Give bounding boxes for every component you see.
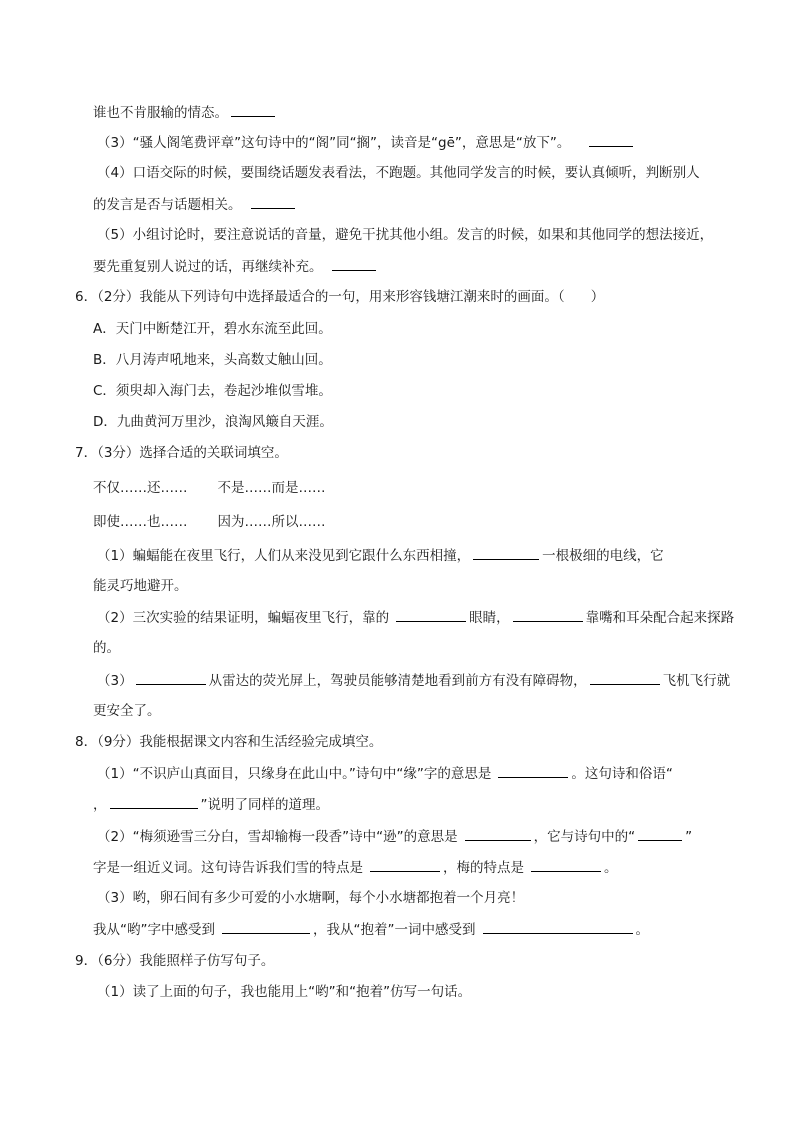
q8-item3-cont: 我从“哟”字中感受到 ，我从“抱着”一词中感受到 。 — [93, 919, 734, 940]
q6-stem: 6．（2分）我能从下列诗句中选择最适合的一句，用来形容钱塘江潮来时的画面。（ ） — [75, 289, 605, 305]
q8-item2: （2）“梅须逊雪三分白，雪却输梅一段香”诗中“逊”的意思是 ，它与诗句中的“ ” — [97, 826, 734, 847]
answer-blank[interactable] — [483, 919, 633, 934]
q5-item5: （5）小组讨论时，要注意说话的音量，避免干扰其他小组。发言的时候，如果和其他同学的想法接近， — [97, 227, 714, 243]
q8-item3: （3）哟，卵石间有多少可爱的小水塘啊，每个小水塘都抱着一个月亮！ — [97, 890, 525, 906]
answer-blank[interactable] — [498, 763, 568, 778]
answer-blank[interactable] — [332, 256, 376, 271]
q7-word-row1 — [93, 478, 734, 498]
answer-blank[interactable] — [136, 670, 206, 685]
q5-item3: （3）“骚人阁笔费评章”这句诗中的“阁”同“搁”，读音是“gē”，意思是“放下”。 — [97, 132, 734, 153]
answer-blank[interactable] — [589, 132, 633, 147]
answer-blank[interactable] — [222, 919, 310, 934]
q5-item2-cont: 谁也不肯服输的情态。 — [93, 102, 734, 123]
q7-stem: 7．（3分）选择合适的关联词填空。 — [75, 445, 288, 461]
answer-blank[interactable] — [638, 826, 682, 841]
q5-item4: （4）口语交际的时候，要围绕话题发表看法，不跑题。其他同学发言的时候，要认真倾听，判断别人 — [97, 165, 700, 181]
q5-item5-cont: 要先重复别人说过的话，再继续补充。 — [93, 256, 734, 277]
q7-item3: （3） 从雷达的荧光屏上，驾驶员能够清楚地看到前方有没有障碍物， 飞机飞行就 — [97, 670, 734, 691]
q7-item3-cont: 更安全了。 — [93, 703, 161, 719]
answer-blank[interactable] — [251, 194, 295, 209]
q9-item1: （1）读了上面的句子，我也能用上“哟”和“抱着”仿写一句话。 — [97, 984, 472, 1000]
word-option: 即使……也…… — [93, 514, 188, 530]
word-option: 因为……所以…… — [217, 514, 326, 530]
answer-blank[interactable] — [231, 102, 275, 117]
q6-option-b[interactable]: B．八月涛声吼地来，头高数丈触山回。 — [93, 352, 332, 368]
answer-blank[interactable] — [396, 607, 466, 622]
q8-item2-cont: 字是一组近义词。这句诗告诉我们雪的特点是 ，梅的特点是 。 — [93, 857, 734, 878]
q8-stem: 8．（9分）我能根据课文内容和生活经验完成填空。 — [75, 734, 383, 750]
answer-blank[interactable] — [513, 607, 583, 622]
q7-item1: （1）蝙蝠能在夜里飞行，人们从来没见到它跟什么东西相撞， 一根极细的电线，它 — [97, 545, 734, 566]
q8-item1-cont: ， ”说明了同样的道理。 — [93, 794, 734, 815]
q7-item2-cont: 的。 — [93, 640, 120, 656]
q6-option-a[interactable]: A．天门中断楚江开，碧水东流至此回。 — [93, 321, 332, 337]
word-option: 不是……而是…… — [217, 480, 326, 496]
q8-item1: （1）“不识庐山真面目，只缘身在此山中。”诗句中“缘”字的意思是 。这句诗和俗语“ — [97, 763, 734, 784]
q6-option-d[interactable]: D．九曲黄河万里沙，浪淘风簸自天涯。 — [93, 414, 333, 430]
answer-blank[interactable] — [531, 857, 601, 872]
answer-blank[interactable] — [370, 857, 440, 872]
q6-option-c[interactable]: C．须臾却入海门去，卷起沙堆似雪堆。 — [93, 383, 332, 399]
q7-item2: （2）三次实验的结果证明，蝙蝠夜里飞行，靠的 眼睛， 靠嘴和耳朵配合起来探路 — [97, 607, 734, 628]
answer-blank[interactable] — [473, 545, 539, 560]
word-option: 不仅……还…… — [93, 480, 188, 496]
answer-blank[interactable] — [110, 794, 198, 809]
q9-stem: 9．（6分）我能照样子仿写句子。 — [75, 953, 275, 969]
q7-word-row2 — [93, 512, 734, 532]
q5-item4-cont: 的发言是否与话题相关。 — [93, 194, 734, 215]
q7-item1-cont: 能灵巧地避开。 — [93, 578, 188, 594]
answer-blank[interactable] — [465, 826, 531, 841]
answer-blank[interactable] — [590, 670, 660, 685]
